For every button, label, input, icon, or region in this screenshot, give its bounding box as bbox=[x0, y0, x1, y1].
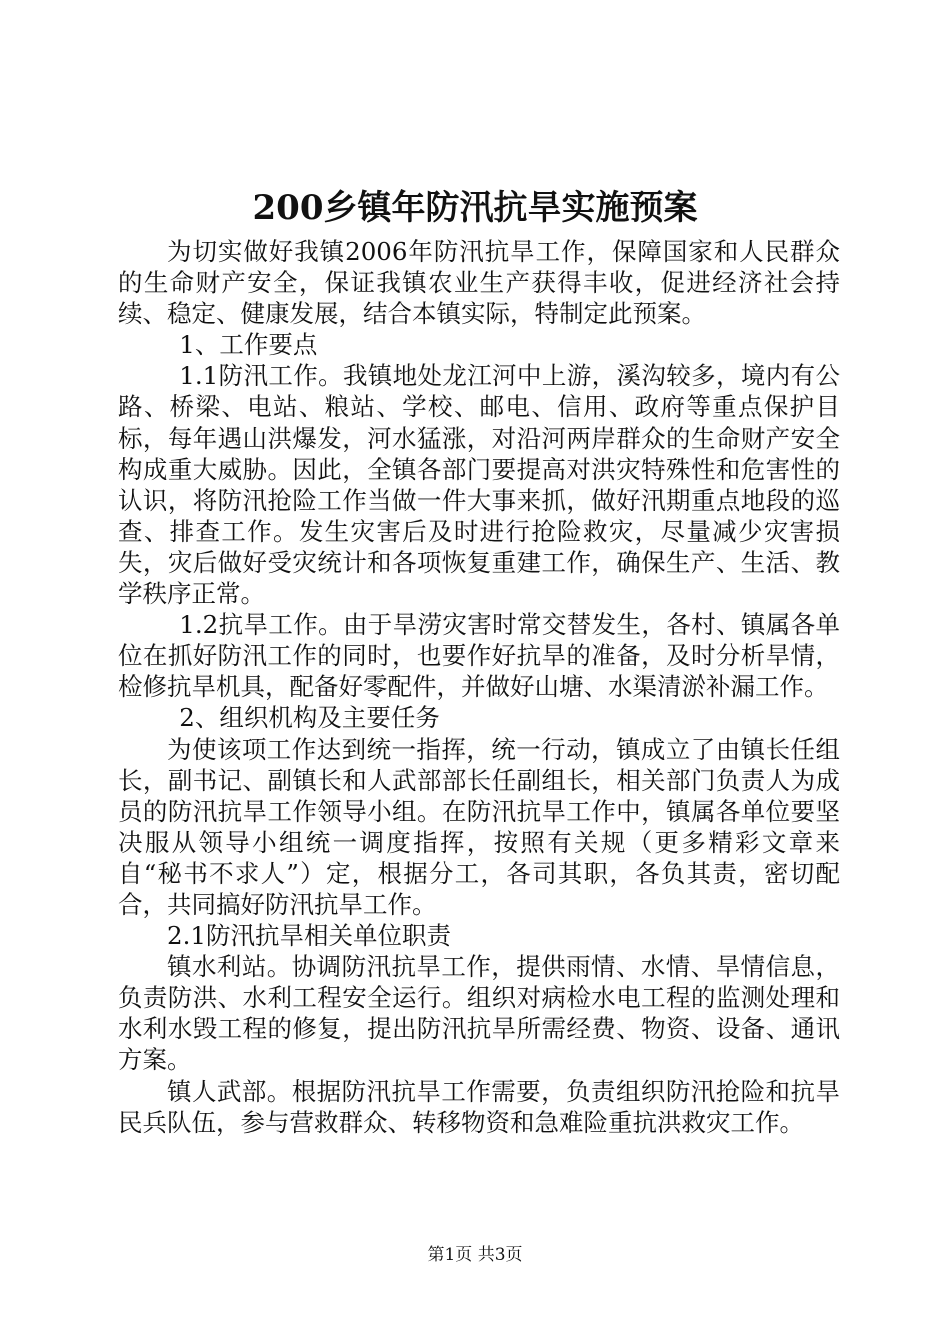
paragraph-1-1: 1.1防汛工作。我镇地处龙江河中上游，溪沟较多，境内有公路、桥梁、电站、粮站、学校、邮电、信用、政府等重点保护目标，每年遇山洪爆发，河水猛涨，对沿河两岸群众的生命财产安全构成重大威胁。因此，全镇各部门要提高对洪灾特殊性和危害性的认识，将防汛抢险工作当做一件大事来抓，做好汛期重点地段的巡查、排查工作。发生灾害后及时进行抢险救灾，尽量减少灾害损失，灾后做好受灾统计和各项恢复重建工作，确保生产、生活、教学秩序正常。 bbox=[118, 361, 840, 609]
paragraph-armed-forces: 镇人武部。根据防汛抗旱工作需要，负责组织防汛抢险和抗旱民兵队伍，参与营救群众、转移物资和急难险重抗洪救灾工作。 bbox=[118, 1076, 840, 1137]
subsection-heading-2-1: 2.1防汛抗旱相关单位职责 bbox=[167, 921, 451, 951]
paragraph-intro: 为切实做好我镇2006年防汛抗旱工作，保障国家和人民群众的生命财产安全，保证我镇农业生产获得丰收，促进经济社会持续、稳定、健康发展，结合本镇实际，特制定此预案。 bbox=[118, 237, 840, 329]
section-heading-1: 1、工作要点 bbox=[179, 330, 318, 360]
section-heading-2: 2、组织机构及主要任务 bbox=[179, 703, 440, 733]
paragraph-water-station: 镇水利站。协调防汛抗旱工作，提供雨情、水情、旱情信息，负责防洪、水利工程安全运行。组织对病检水电工程的监测处理和水利水毁工程的修复，提出防汛抗旱所需经费、物资、设备、通讯方案。 bbox=[118, 952, 840, 1075]
document-body bbox=[118, 236, 840, 1138]
paragraph-organization: 为使该项工作达到统一指挥，统一行动，镇成立了由镇长任组长，副书记、副镇长和人武部部长任副组长，相关部门负责人为成员的防汛抗旱工作领导小组。在防汛抗旱工作中，镇属各单位要坚决服从领导小组统一调度指挥，按照有关规（更多精彩文章来自“秘书不求人”）定，根据分工，各司其职，各负其责，密切配合，共同搞好防汛抗旱工作。 bbox=[118, 734, 840, 919]
page-title: 200乡镇年防汛抗旱实施预案 bbox=[252, 188, 698, 228]
page-footer: 第1页 共3页 bbox=[427, 1245, 523, 1265]
paragraph-1-2: 1.2抗旱工作。由于旱涝灾害时常交替发生，各村、镇属各单位在抓好防汛工作的同时，也要作好抗旱的准备，及时分析旱情，检修抗旱机具，配备好零配件，并做好山塘、水渠清淤补漏工作。 bbox=[118, 610, 840, 702]
